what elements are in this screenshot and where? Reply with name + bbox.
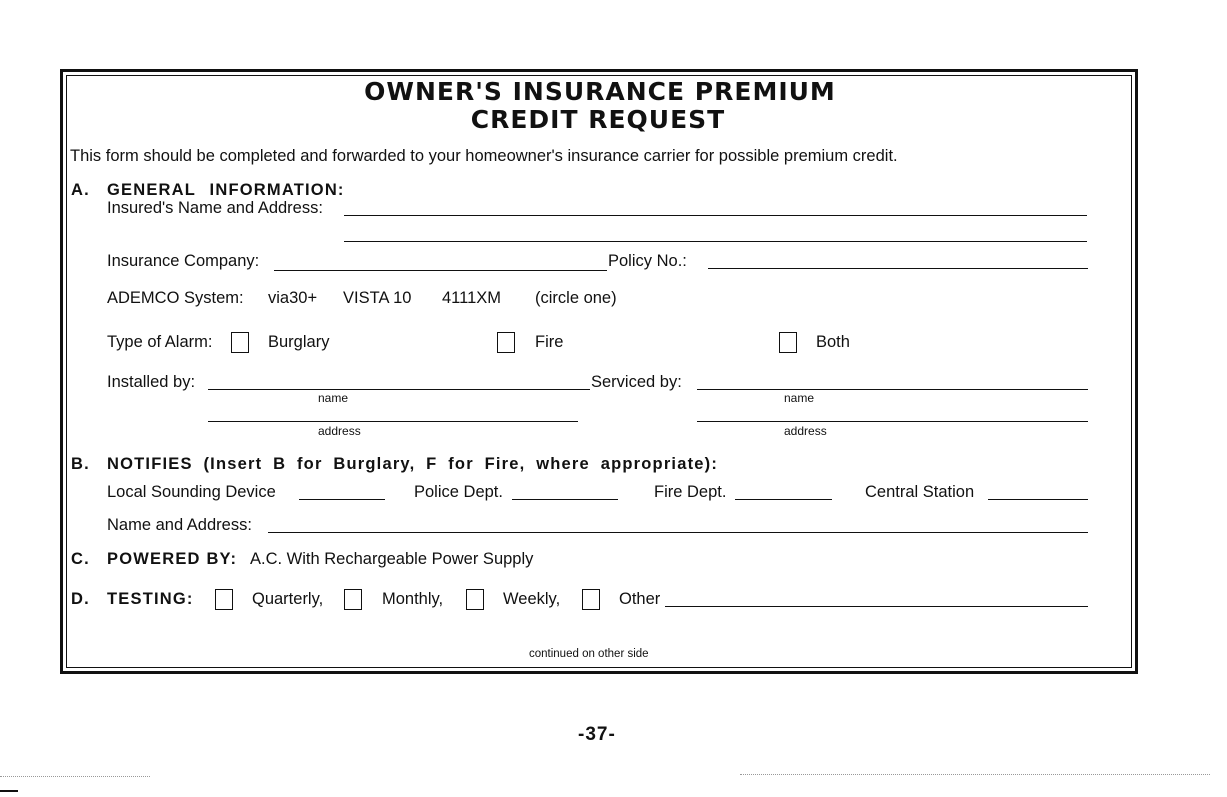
both-checkbox[interactable] (779, 332, 797, 353)
section-b-heading: NOTIFIES (Insert B for Burglary, F for Fire, where appropriate): (107, 455, 719, 473)
section-d-heading: TESTING: (107, 590, 194, 608)
serviced-name-caption: name (784, 391, 815, 405)
burglary-checkbox[interactable] (231, 332, 249, 353)
continued-note: continued on other side (529, 648, 649, 660)
serviced-by-name-line[interactable] (697, 389, 1088, 390)
quarterly-checkbox[interactable] (215, 589, 233, 610)
police-dept-line[interactable] (512, 499, 618, 500)
circle-one-note: (circle one) (535, 289, 617, 307)
quarterly-label: Quarterly, (252, 590, 324, 608)
serviced-address-caption: address (784, 424, 827, 438)
name-address-label: Name and Address: (107, 516, 252, 534)
scan-artifact-corner (0, 790, 18, 792)
powered-by-text: A.C. With Rechargeable Power Supply (250, 550, 534, 568)
ademco-system-label: ADEMCO System: (107, 289, 244, 307)
fire-label: Fire (535, 333, 564, 351)
alarm-type-label: Type of Alarm: (107, 333, 213, 351)
section-b-letter: B. (71, 455, 90, 473)
page-number: -37- (578, 724, 616, 745)
system-option-4111xm[interactable]: 4111XM (442, 289, 502, 307)
burglary-label: Burglary (268, 333, 330, 351)
other-label: Other (619, 590, 661, 608)
system-option-via30[interactable]: via30+ (268, 289, 318, 307)
insurance-company-line[interactable] (274, 270, 607, 271)
section-c-heading: POWERED BY: (107, 550, 238, 568)
insured-name-line[interactable] (344, 215, 1087, 216)
scan-artifact-left (0, 776, 150, 777)
fire-dept-label: Fire Dept. (654, 483, 727, 501)
section-d-letter: D. (71, 590, 90, 608)
installed-address-caption: address (318, 424, 361, 438)
other-checkbox[interactable] (582, 589, 600, 610)
installed-name-caption: name (318, 391, 349, 405)
scan-artifact-right (740, 774, 1210, 775)
intro-text: This form should be completed and forwarded to your homeowner's insurance carrier for possible premium credit. (70, 147, 898, 165)
installed-by-label: Installed by: (107, 373, 196, 391)
system-option-vista10[interactable]: VISTA 10 (343, 289, 412, 307)
policy-number-label: Policy No.: (608, 252, 687, 270)
central-station-label: Central Station (865, 483, 975, 501)
serviced-by-address-line[interactable] (697, 421, 1088, 422)
other-line[interactable] (665, 606, 1088, 607)
weekly-checkbox[interactable] (466, 589, 484, 610)
insurance-company-label: Insurance Company: (107, 252, 260, 270)
serviced-by-label: Serviced by: (591, 373, 682, 391)
monthly-checkbox[interactable] (344, 589, 362, 610)
section-a-letter: A. (71, 181, 90, 199)
section-c-letter: C. (71, 550, 90, 568)
fire-dept-line[interactable] (735, 499, 832, 500)
form-title-line1: OWNER'S INSURANCE PREMIUM (364, 77, 836, 106)
police-dept-label: Police Dept. (414, 483, 503, 501)
policy-number-line[interactable] (708, 268, 1088, 269)
name-address-line[interactable] (268, 532, 1088, 533)
section-a-heading: GENERAL INFORMATION: (107, 181, 345, 199)
fire-checkbox[interactable] (497, 332, 515, 353)
insured-name-label: Insured's Name and Address: (107, 199, 323, 217)
weekly-label: Weekly, (503, 590, 561, 608)
both-label: Both (816, 333, 850, 351)
installed-by-address-line[interactable] (208, 421, 578, 422)
central-station-line[interactable] (988, 499, 1088, 500)
form-title-line2: CREDIT REQUEST (470, 105, 726, 134)
insured-address-line[interactable] (344, 241, 1087, 242)
monthly-label: Monthly, (382, 590, 444, 608)
local-sounding-device-label: Local Sounding Device (107, 483, 276, 501)
installed-by-name-line[interactable] (208, 389, 590, 390)
local-sounding-device-line[interactable] (299, 499, 385, 500)
